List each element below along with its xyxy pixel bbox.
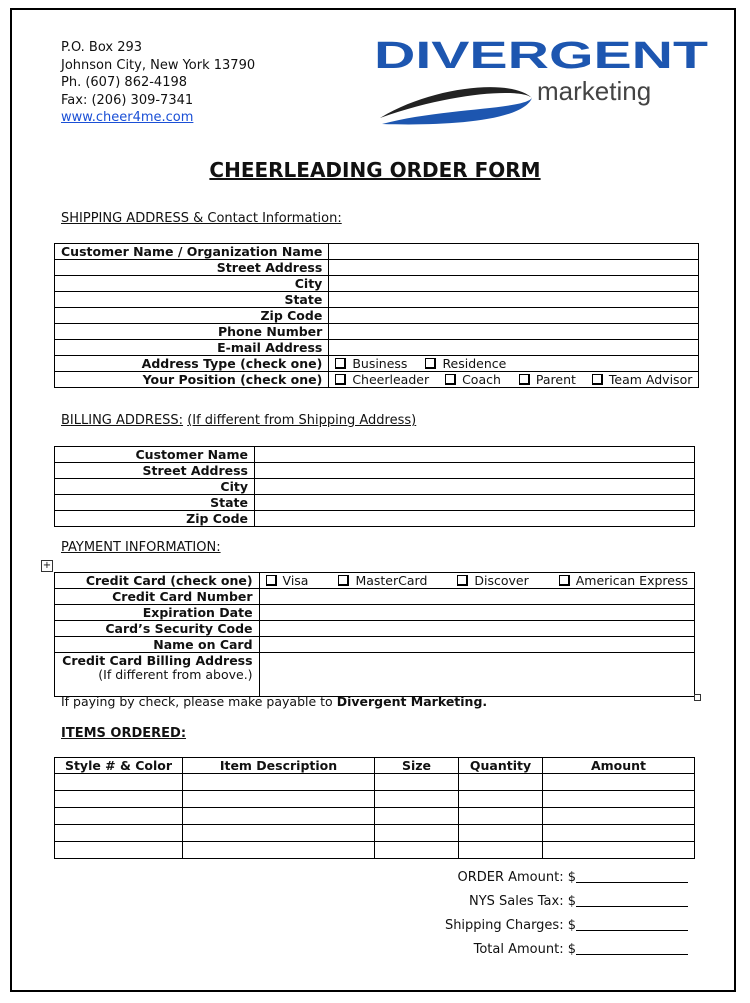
table-cell[interactable] [183, 842, 375, 859]
field-label: Street Address [55, 463, 255, 479]
address-line: P.O. Box 293 [61, 40, 143, 55]
table-cell[interactable] [375, 791, 459, 808]
card-type-options [259, 573, 694, 589]
field-label: Credit Card (check one) [55, 573, 260, 589]
billing-table [54, 446, 695, 527]
mastercard-checkbox[interactable]: MasterCard [338, 573, 427, 588]
checkbox-icon [457, 575, 468, 586]
table-move-handle-icon[interactable]: + [42, 560, 52, 571]
table-resize-handle[interactable] [694, 694, 701, 701]
check-payment-note: If paying by check, please make payable to Divergent Marketing. [61, 694, 488, 709]
table-cell[interactable] [543, 842, 695, 859]
column-header: Style # & Color [55, 758, 183, 774]
shipping-table [54, 243, 699, 388]
field-label: Zip Code [55, 511, 255, 527]
business-checkbox[interactable]: Business [335, 356, 407, 371]
items-table [54, 757, 695, 859]
table-cell[interactable] [543, 825, 695, 842]
field-label: Expiration Date [55, 605, 260, 621]
field-label: Street Address [55, 260, 329, 276]
street-address-field[interactable] [329, 260, 699, 276]
phone-number-field[interactable] [329, 324, 699, 340]
payment-heading: PAYMENT INFORMATION: [61, 540, 221, 555]
table-cell[interactable] [375, 825, 459, 842]
company-address [61, 39, 255, 127]
parent-checkbox[interactable]: Parent [519, 372, 576, 387]
field-label: Your Position (check one) [55, 372, 329, 388]
table-cell[interactable] [459, 791, 543, 808]
logo-wordmark: DIVERGENT [374, 36, 708, 77]
card-number-field[interactable] [259, 589, 694, 605]
field-label: Zip Code [55, 308, 329, 324]
billing-state-field[interactable] [255, 495, 695, 511]
checkbox-icon [266, 575, 277, 586]
table-cell[interactable] [55, 825, 183, 842]
card-billing-address-field[interactable] [259, 653, 694, 697]
field-label: Credit Card Billing Address (If different from above.) [55, 653, 260, 697]
table-cell[interactable] [375, 842, 459, 859]
billing-street-field[interactable] [255, 463, 695, 479]
shipping-charges-row: Shipping Charges: $ [445, 917, 688, 933]
position-options [329, 372, 699, 388]
billing-city-field[interactable] [255, 479, 695, 495]
table-cell[interactable] [55, 791, 183, 808]
address-line: Johnson City, New York 13790 [61, 57, 256, 73]
billing-heading: BILLING ADDRESS: (If different from Shipping Address) [61, 413, 417, 428]
page-title: CHEERLEADING ORDER FORM [209, 158, 541, 182]
billing-name-field[interactable] [255, 447, 695, 463]
table-cell[interactable] [543, 791, 695, 808]
address-line: Fax: (206) 309-7341 [61, 92, 194, 108]
table-cell[interactable] [543, 774, 695, 791]
checkbox-icon [338, 575, 349, 586]
divergent-marketing-logo [372, 36, 712, 131]
expiration-date-field[interactable] [259, 605, 694, 621]
table-cell[interactable] [459, 842, 543, 859]
total-amount-field[interactable] [576, 941, 688, 955]
checkbox-icon [335, 358, 346, 369]
table-cell[interactable] [459, 825, 543, 842]
total-amount-row: Total Amount: $ [474, 941, 688, 957]
logo-subtext: marketing [537, 76, 652, 106]
field-label: Phone Number [55, 324, 329, 340]
column-header: Amount [543, 758, 695, 774]
table-cell[interactable] [459, 808, 543, 825]
email-address-field[interactable] [329, 340, 699, 356]
field-label: City [55, 479, 255, 495]
column-header: Quantity [459, 758, 543, 774]
column-header: Item Description [183, 758, 375, 774]
address-line: Ph. (607) 862-4198 [61, 75, 188, 90]
residence-checkbox[interactable]: Residence [425, 356, 506, 371]
table-cell[interactable] [55, 808, 183, 825]
state-field[interactable] [329, 292, 699, 308]
table-cell[interactable] [183, 825, 375, 842]
field-label: State [55, 495, 255, 511]
sales-tax-field[interactable] [576, 893, 688, 907]
column-header: Size [375, 758, 459, 774]
table-row [55, 842, 695, 859]
table-row [55, 825, 695, 842]
website-link[interactable]: www.cheer4me.com [61, 110, 194, 125]
checkbox-icon [559, 575, 570, 586]
table-cell[interactable] [459, 774, 543, 791]
shipping-heading: SHIPPING ADDRESS & Contact Information: [61, 211, 342, 226]
field-label: State [55, 292, 329, 308]
field-label: City [55, 276, 329, 292]
order-amount-field[interactable] [576, 869, 688, 883]
checkbox-icon [335, 374, 346, 385]
field-label: Credit Card Number [55, 589, 260, 605]
field-label: Address Type (check one) [55, 356, 329, 372]
zip-code-field[interactable] [329, 308, 699, 324]
sales-tax-row: NYS Sales Tax: $ [469, 893, 688, 909]
field-label: Name on Card [55, 637, 260, 653]
checkbox-icon [519, 374, 530, 385]
city-field[interactable] [329, 276, 699, 292]
shipping-charges-field[interactable] [576, 917, 688, 931]
field-label: Card’s Security Code [55, 621, 260, 637]
table-cell[interactable] [375, 808, 459, 825]
name-on-card-field[interactable] [259, 637, 694, 653]
customer-name-field[interactable] [329, 244, 699, 260]
field-label: Customer Name / Organization Name [55, 244, 329, 260]
items-heading: ITEMS ORDERED: [61, 726, 187, 741]
checkbox-icon [425, 358, 436, 369]
american-express-checkbox[interactable]: American Express [559, 573, 688, 588]
table-cell[interactable] [543, 808, 695, 825]
security-code-field[interactable] [259, 621, 694, 637]
table-cell[interactable] [183, 808, 375, 825]
table-row [55, 808, 695, 825]
field-label: Customer Name [55, 447, 255, 463]
table-cell[interactable] [375, 774, 459, 791]
billing-zip-field[interactable] [255, 511, 695, 527]
payment-table [54, 572, 695, 697]
cheerleader-checkbox[interactable]: Cheerleader [335, 372, 429, 387]
field-label: E-mail Address [55, 340, 329, 356]
team-advisor-checkbox[interactable]: Team Advisor [592, 372, 692, 387]
table-cell[interactable] [183, 791, 375, 808]
address-type-options [329, 356, 699, 372]
checkbox-icon [445, 374, 456, 385]
table-cell[interactable] [183, 774, 375, 791]
visa-checkbox[interactable]: Visa [266, 573, 309, 588]
table-row [55, 791, 695, 808]
checkbox-icon [592, 374, 603, 385]
table-cell[interactable] [55, 774, 183, 791]
discover-checkbox[interactable]: Discover [457, 573, 528, 588]
table-cell[interactable] [55, 842, 183, 859]
order-amount-row: ORDER Amount: $ [457, 869, 688, 885]
table-row [55, 774, 695, 791]
coach-checkbox[interactable]: Coach [445, 372, 501, 387]
